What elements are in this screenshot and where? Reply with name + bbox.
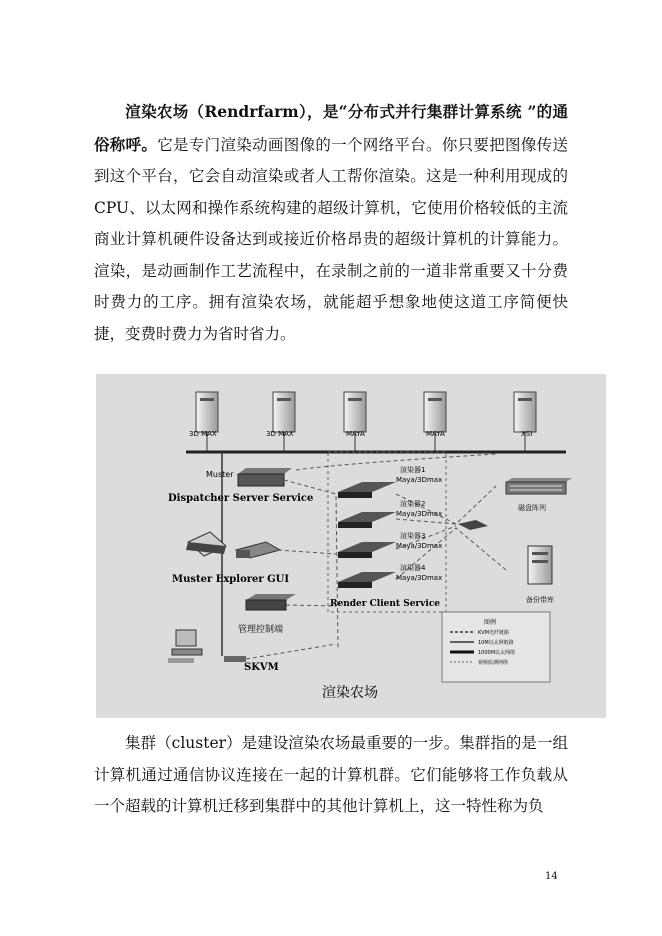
dispatcher-label: Dispatcher Server Service xyxy=(168,493,314,504)
render-node-icon xyxy=(338,482,396,498)
legend xyxy=(442,612,550,682)
render-node-name: 渲染器1 xyxy=(400,466,426,474)
tape-library-icon xyxy=(528,546,552,584)
render-node-icon xyxy=(338,572,396,588)
workstation-label: MAYA xyxy=(426,430,445,438)
figure-caption: 渲染农场 xyxy=(322,685,378,701)
legend-title: 图例 xyxy=(484,619,497,626)
render-node-icon xyxy=(338,512,396,528)
muster-label: Muster xyxy=(206,470,234,479)
laptop-icon xyxy=(186,532,226,556)
disk-array-icon xyxy=(506,478,572,494)
workstation-label: 3D MAX xyxy=(266,430,294,438)
fiber-switch-icon xyxy=(458,520,488,530)
workstation-label: XSI xyxy=(521,430,533,438)
workstation-label: 3D MAX xyxy=(189,430,217,438)
console-server-icon xyxy=(246,594,296,610)
dispatcher-server-icon xyxy=(238,468,292,486)
intro-paragraph xyxy=(94,96,568,350)
intro-body: 它是专门渲染动画图像的一个网络平台。你只要把图像传送到这个平台，它会自动渲染或者人工帮你渲染。这是一种利用现成的CPU、以太网和操作系统构建的超级计算机，它使用价格较低的主流商业计算机硬件设备达到或接近价格昂贵的超级计算机的计算能力。渲染，是动画制作工艺流程中，在录制之前的一道非常重要又十分费时费力的工序。拥有渲染农场，就能超乎想象地使这道工序简便快捷，变费时费力为省时省力。 xyxy=(94,135,568,343)
legend-item: 视频监测网络 xyxy=(478,660,509,666)
kvm-switch-icon xyxy=(224,656,246,662)
render-node-software: Maya/3Dmax xyxy=(396,476,443,484)
render-node-software: Maya/3Dmax xyxy=(396,542,443,550)
render-node-name: 渲染器3 xyxy=(400,532,426,540)
render-node-icon xyxy=(338,542,396,558)
workstation-label: MAYA xyxy=(346,430,365,438)
workstation-row xyxy=(189,392,536,452)
switch-icon xyxy=(236,542,280,558)
render-client-label: Render Client Service xyxy=(330,599,441,609)
legend-item: 10M以太网链路 xyxy=(478,640,514,646)
render-node-name: 渲染器2 xyxy=(400,500,426,508)
render-node-software: Maya/3Dmax xyxy=(396,574,443,582)
explorer-label: Muster Explorer GUI xyxy=(172,574,290,585)
legend-item: KVM光纤链路 xyxy=(478,630,510,636)
cluster-paragraph xyxy=(94,728,568,823)
disk-array-label: 磁盘阵列 xyxy=(518,504,546,512)
page-number: 14 xyxy=(545,871,558,882)
legend-item: 1000M以太网络 xyxy=(478,650,516,656)
computer-icon xyxy=(168,630,202,663)
backup-label: 备份带库 xyxy=(526,596,554,604)
cluster-text: 集群（cluster）是建设渲染农场最重要的一步。集群指的是一组计算机通过通信协议连接在一起的计算机群。它们能够将工作负载从一个超载的计算机迁移到集群中的其他计算机上，这一特性称为负 xyxy=(94,734,568,815)
console-label: 管理控制端 xyxy=(238,625,284,635)
render-farm-diagram xyxy=(96,374,606,718)
intro-title: 渲染农场（Rendrfarm），是“分布式并行集群计算系统 ”的通俗称呼。 xyxy=(94,102,568,154)
skvm-label: SKVM xyxy=(244,662,279,673)
render-node-software: Maya/3Dmax xyxy=(396,510,443,518)
render-node-name: 渲染器4 xyxy=(400,564,426,572)
